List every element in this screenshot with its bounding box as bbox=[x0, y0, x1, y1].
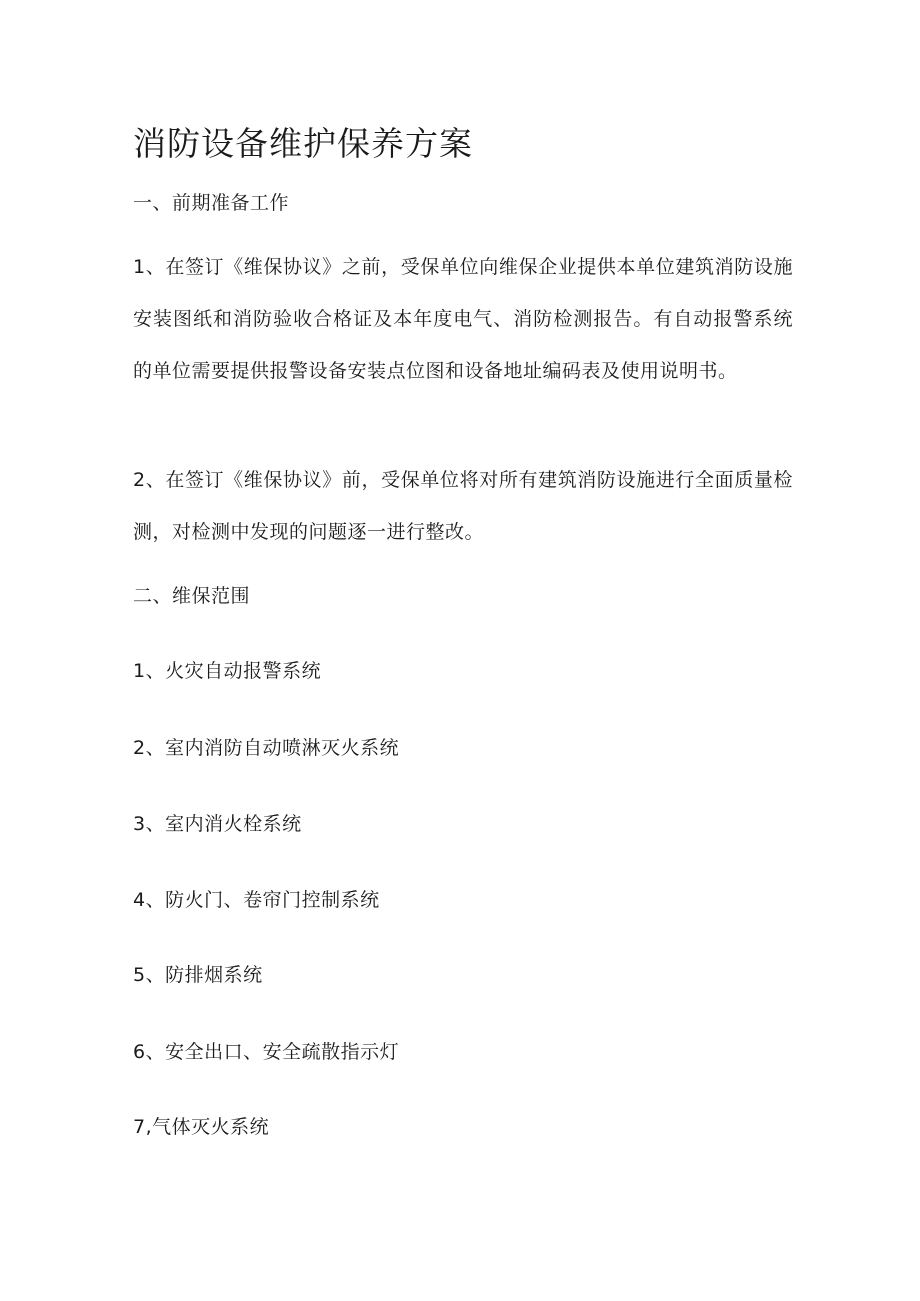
scope-list-item: 7,气体灭火系统 bbox=[133, 1116, 270, 1138]
section-heading-scope: 二、维保范围 bbox=[133, 585, 251, 607]
scope-list-item: 1、火灾自动报警系统 bbox=[133, 660, 322, 682]
scope-list-item: 6、安全出口、安全疏散指示灯 bbox=[133, 1041, 400, 1063]
scope-list-item: 5、防排烟系统 bbox=[133, 964, 263, 986]
scope-list-item: 4、防火门、卷帘门控制系统 bbox=[133, 889, 380, 911]
document-title: 消防设备维护保养方案 bbox=[133, 124, 473, 163]
scope-list-item: 2、室内消防自动喷淋灭火系统 bbox=[133, 737, 400, 759]
paragraph-item-2: 2、在签订《维保协议》前，受保单位将对所有建筑消防设施进行全面质量检测，对检测中发现的问题逐一进行整改。 bbox=[133, 469, 793, 543]
section-heading-preparation: 一、前期准备工作 bbox=[133, 192, 290, 214]
scope-list-item: 3、室内消火栓系统 bbox=[133, 813, 302, 835]
paragraph-item-1: 1、在签订《维保协议》之前，受保单位向维保企业提供本单位建筑消防设施安装图纸和消防验收合格证及本年度电气、消防检测报告。有自动报警系统的单位需要提供报警设备安装点位图和设备地址编码表及使用说明书。 bbox=[133, 256, 793, 382]
